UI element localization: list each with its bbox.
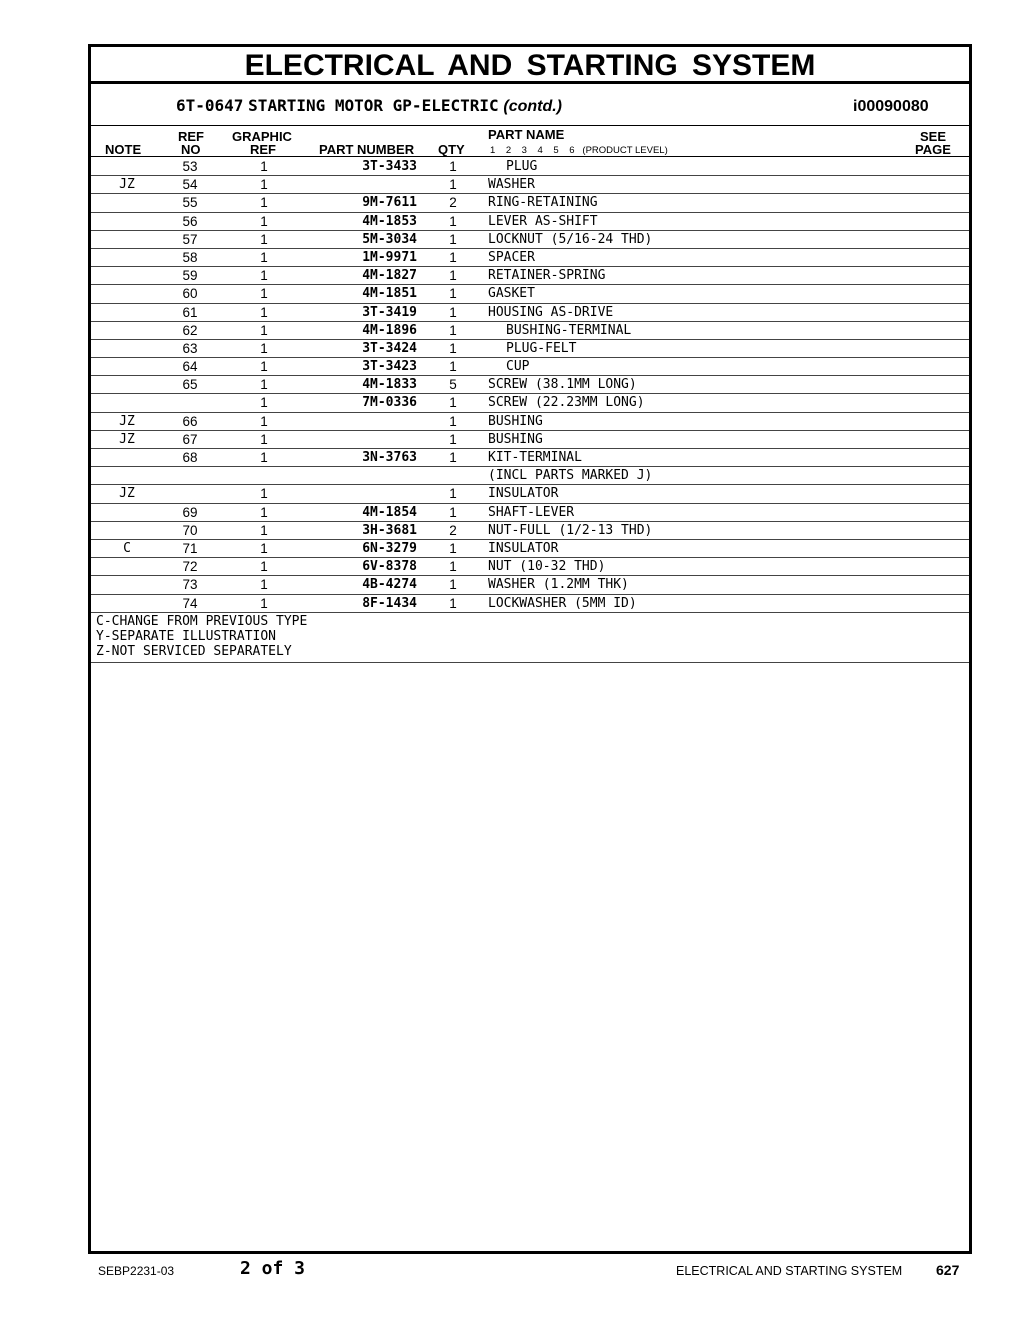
table-row	[91, 285, 969, 303]
table-row	[91, 413, 969, 431]
page-footer	[0, 1256, 1020, 1286]
part-number-cell: 4M-1851	[362, 286, 417, 302]
ref-no-cell: 57	[182, 231, 198, 247]
part-name-cell: BUSHING-TERMINAL	[506, 322, 632, 338]
graphic-ref-cell: 1	[260, 577, 268, 593]
qty-cell: 1	[449, 359, 457, 375]
table-row	[91, 231, 969, 249]
ref-no-cell: 71	[182, 540, 198, 556]
part-name-cell: WASHER (1.2MM THK)	[488, 577, 629, 593]
graphic-ref-cell: 1	[260, 540, 268, 556]
page-frame	[88, 44, 972, 1254]
ref-no-cell: 63	[182, 340, 198, 356]
qty-cell: 1	[449, 286, 457, 302]
part-name-cell: WASHER	[488, 177, 535, 193]
table-row	[91, 485, 969, 503]
qty-cell: 1	[449, 577, 457, 593]
qty-cell: 1	[449, 322, 457, 338]
ref-no-cell: 62	[182, 322, 198, 338]
ref-no-cell: 66	[182, 413, 198, 429]
table-row	[91, 449, 969, 467]
legend-line: Z-NOT SERVICED SEPARATELY	[96, 644, 292, 660]
part-name-cell: GASKET	[488, 286, 535, 302]
ref-no-cell: 65	[182, 377, 198, 393]
group-heading	[91, 84, 969, 126]
col-graphic-top: GRAPHIC	[232, 129, 292, 144]
part-name-cell: CUP	[506, 359, 530, 375]
part-number-cell: 3T-3423	[362, 359, 417, 375]
qty-cell: 1	[449, 213, 457, 229]
graphic-ref-cell: 1	[260, 377, 268, 393]
graphic-ref-cell: 1	[260, 595, 268, 611]
table-row	[91, 267, 969, 285]
part-number-cell: 4B-4274	[362, 577, 417, 593]
part-number-cell: 7M-0336	[362, 395, 417, 411]
part-name-cell: RING-RETAINING	[488, 195, 598, 211]
part-number-cell: 4M-1853	[362, 213, 417, 229]
group-title	[176, 96, 562, 116]
part-name-cell: LEVER AS-SHIFT	[488, 213, 598, 229]
table-row	[91, 558, 969, 576]
part-name-cell: NUT (10-32 THD)	[488, 559, 606, 575]
part-number-cell: 4M-1827	[362, 268, 417, 284]
note-cell: JZ	[119, 431, 135, 447]
graphic-ref-cell: 1	[260, 231, 268, 247]
qty-cell: 2	[449, 195, 457, 211]
part-name-cell: BUSHING	[488, 413, 543, 429]
note-cell: C	[123, 540, 131, 556]
illustration-id: i00090080	[853, 98, 929, 115]
notes-legend	[91, 613, 969, 663]
part-number-cell: 8F-1434	[362, 595, 417, 611]
qty-cell: 1	[449, 431, 457, 447]
graphic-ref-cell: 1	[260, 286, 268, 302]
doc-number: SEBP2231-03	[98, 1264, 175, 1278]
table-row	[91, 376, 969, 394]
page-title: ELECTRICAL AND STARTING SYSTEM	[91, 47, 969, 84]
qty-cell: 1	[449, 559, 457, 575]
ref-no-cell: 67	[182, 431, 198, 447]
column-header	[91, 126, 969, 157]
graphic-ref-cell: 1	[260, 559, 268, 575]
col-see-top: SEE	[920, 129, 947, 144]
qty-cell: 1	[449, 304, 457, 320]
legend-line: Y-SEPARATE ILLUSTRATION	[96, 628, 277, 644]
legend-line: C-CHANGE FROM PREVIOUS TYPE	[96, 613, 308, 629]
part-name-cell: RETAINER-SPRING	[488, 268, 606, 284]
note-cell: JZ	[119, 177, 135, 193]
part-name-cell: SCREW (38.1MM LONG)	[488, 377, 637, 393]
part-number-cell: 4M-1833	[362, 377, 417, 393]
qty-cell: 1	[449, 177, 457, 193]
ref-no-cell: 54	[182, 177, 198, 193]
ref-no-cell: 70	[182, 522, 198, 538]
part-name-cell: HOUSING AS-DRIVE	[488, 304, 614, 320]
col-qty: QTY	[438, 142, 465, 157]
graphic-ref-cell: 1	[260, 413, 268, 429]
part-name-cell: SHAFT-LEVER	[488, 504, 575, 520]
ref-no-cell: 74	[182, 595, 198, 611]
graphic-ref-cell: 1	[260, 213, 268, 229]
col-graphic-bottom: REF	[250, 142, 276, 157]
part-name-cell: (INCL PARTS MARKED J)	[488, 468, 653, 484]
qty-cell: 1	[449, 268, 457, 284]
footer-section: ELECTRICAL AND STARTING SYSTEM	[676, 1264, 903, 1278]
qty-cell: 1	[449, 486, 457, 502]
graphic-ref-cell: 1	[260, 177, 268, 193]
col-ref-bottom: NO	[181, 142, 201, 157]
qty-cell: 1	[449, 504, 457, 520]
ref-no-cell: 69	[182, 504, 198, 520]
part-number-cell: 3H-3681	[362, 522, 417, 538]
graphic-ref-cell: 1	[260, 322, 268, 338]
ref-no-cell: 68	[182, 450, 198, 465]
graphic-ref-cell: 1	[260, 249, 268, 265]
part-number-cell: 4M-1896	[362, 322, 417, 338]
graphic-ref-cell: 1	[260, 450, 268, 465]
graphic-ref-cell: 1	[260, 395, 268, 411]
table-row	[91, 467, 969, 485]
ref-no-cell: 72	[182, 559, 198, 575]
page-of: 2 of 3	[240, 1258, 306, 1279]
table-row	[91, 194, 969, 212]
graphic-ref-cell: 1	[260, 486, 268, 502]
part-name-cell: LOCKNUT (5/16-24 THD)	[488, 231, 653, 247]
group-name: STARTING MOTOR GP-ELECTRIC	[248, 96, 499, 115]
part-name-cell: LOCKWASHER (5MM ID)	[488, 595, 637, 611]
table-row	[91, 576, 969, 594]
qty-cell: 1	[449, 595, 457, 611]
part-number-cell: 5M-3034	[362, 231, 417, 247]
qty-cell: 1	[449, 249, 457, 265]
part-number-cell: 3T-3433	[362, 159, 417, 174]
col-note: NOTE	[105, 142, 142, 157]
part-number-cell: 3T-3424	[362, 340, 417, 356]
table-row	[91, 595, 969, 613]
table-row	[91, 431, 969, 449]
qty-cell: 1	[449, 159, 457, 174]
table-row	[91, 522, 969, 540]
table-row	[91, 304, 969, 322]
part-name-cell: SPACER	[488, 249, 535, 265]
qty-cell: 1	[449, 340, 457, 356]
part-number-cell: 1M-9971	[362, 249, 417, 265]
ref-no-cell: 64	[182, 359, 198, 375]
table-row	[91, 504, 969, 522]
part-name-cell: PLUG-FELT	[506, 340, 577, 356]
graphic-ref-cell: 1	[260, 522, 268, 538]
ref-no-cell: 61	[182, 304, 198, 320]
table-row	[91, 158, 969, 176]
note-cell: JZ	[119, 413, 135, 429]
graphic-ref-cell: 1	[260, 195, 268, 211]
ref-no-cell: 73	[182, 577, 198, 593]
table-row	[91, 176, 969, 194]
ref-no-cell: 58	[182, 249, 198, 265]
col-product-levels: 1 2 3 4 5 6 (PRODUCT LEVEL)	[490, 145, 668, 156]
col-part-name: PART NAME	[488, 127, 565, 142]
part-name-cell: INSULATOR	[488, 540, 559, 556]
part-name-cell: INSULATOR	[488, 486, 559, 502]
graphic-ref-cell: 1	[260, 431, 268, 447]
qty-cell: 1	[449, 395, 457, 411]
ref-no-cell: 56	[182, 213, 198, 229]
group-number: 6T-0647	[176, 96, 244, 115]
graphic-ref-cell: 1	[260, 340, 268, 356]
table-row	[91, 213, 969, 231]
col-part-number: PART NUMBER	[319, 142, 415, 157]
part-name-cell: KIT-TERMINAL	[488, 450, 582, 465]
qty-cell: 2	[449, 522, 457, 538]
page-number: 627	[936, 1262, 960, 1278]
table-row	[91, 249, 969, 267]
part-name-cell: NUT-FULL (1/2-13 THD)	[488, 522, 653, 538]
qty-cell: 5	[449, 377, 457, 393]
part-number-cell: 3N-3763	[362, 450, 417, 465]
qty-cell: 1	[449, 450, 457, 465]
graphic-ref-cell: 1	[260, 359, 268, 375]
note-cell: JZ	[119, 486, 135, 502]
ref-no-cell: 60	[182, 286, 198, 302]
ref-no-cell: 55	[182, 195, 198, 211]
part-number-cell: 3T-3419	[362, 304, 417, 320]
table-row	[91, 340, 969, 358]
part-name-cell: SCREW (22.23MM LONG)	[488, 395, 645, 411]
ref-no-cell: 59	[182, 268, 198, 284]
table-row	[91, 322, 969, 340]
part-number-cell: 4M-1854	[362, 504, 417, 520]
graphic-ref-cell: 1	[260, 159, 268, 174]
col-ref-top: REF	[178, 129, 204, 144]
part-name-cell: BUSHING	[488, 431, 543, 447]
contd-label: (contd.)	[503, 98, 563, 115]
part-name-cell: PLUG	[506, 159, 538, 174]
qty-cell: 1	[449, 231, 457, 247]
ref-no-cell: 53	[182, 159, 198, 174]
table-row	[91, 394, 969, 412]
graphic-ref-cell: 1	[260, 268, 268, 284]
qty-cell: 1	[449, 540, 457, 556]
table-row	[91, 358, 969, 376]
parts-table	[91, 158, 969, 663]
part-number-cell: 6V-8378	[362, 559, 417, 575]
part-number-cell: 9M-7611	[362, 195, 417, 211]
qty-cell: 1	[449, 413, 457, 429]
table-row	[91, 540, 969, 558]
graphic-ref-cell: 1	[260, 304, 268, 320]
graphic-ref-cell: 1	[260, 504, 268, 520]
part-number-cell: 6N-3279	[362, 540, 417, 556]
col-see-bottom: PAGE	[915, 142, 951, 157]
